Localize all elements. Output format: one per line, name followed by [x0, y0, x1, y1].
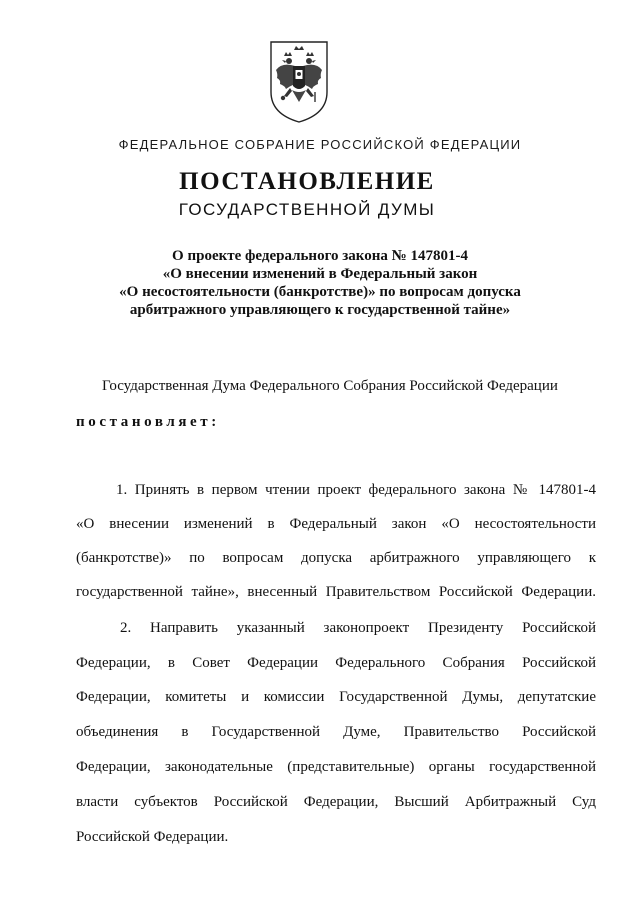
paragraph-line: (банкротстве)» по вопросам допуска арбитражного управляющего к [76, 550, 596, 566]
coat-of-arms-emblem [268, 40, 330, 124]
paragraph-line: «О внесении изменений в Федеральный закон «О несостоятельности [76, 516, 596, 532]
paragraph-line: власти субъектов Российской Федерации, Высший Арбитражный Суд [76, 794, 596, 810]
paragraph-line: Российской Федерации. [76, 829, 229, 845]
paragraph-line: объединения в Государственной Думе, Правительство Российской [76, 724, 596, 740]
document-subtitle: ГОСУДАРСТВЕННОЙ ДУМЫ [178, 200, 436, 219]
paragraph-line: Федерации, комитеты и комиссии Государственной Думы, депутатские [76, 689, 596, 705]
paragraph-line: 1. Принять в первом чтении проект федерального закона № 147801-4 [116, 482, 596, 498]
paragraph-line: Федерации, законодательные (представительные) органы государственной [76, 759, 596, 775]
russian-double-headed-eagle-icon [268, 40, 330, 124]
resolution-subject [0, 247, 640, 319]
assembly-name: ФЕДЕРАЛЬНОЕ СОБРАНИЕ РОССИЙСКОЙ ФЕДЕРАЦИИ [118, 137, 522, 152]
preamble-text: Государственная Дума Федерального Собрания Российской Федерации [102, 378, 558, 394]
subject-line: «О несостоятельности (банкротстве)» по вопросам допуска [119, 284, 521, 300]
subject-line: «О внесении изменений в Федеральный закон [162, 266, 478, 282]
decides-word: постановляет: [76, 414, 220, 430]
subject-line: арбитражного управляющего к государственной тайне» [129, 302, 511, 318]
subject-line: О проекте федерального закона № 147801-4 [172, 248, 468, 264]
paragraph-line: государственной тайне», внесенный Правительством Российской Федерации. [76, 584, 596, 600]
paragraph-line: Федерации, в Совет Федерации Федерального Собрания Российской [76, 655, 596, 671]
document-title: ПОСТАНОВЛЕНИЕ [179, 168, 435, 195]
paragraph-line: 2. Направить указанный законопроект Президенту Российской [120, 620, 596, 636]
